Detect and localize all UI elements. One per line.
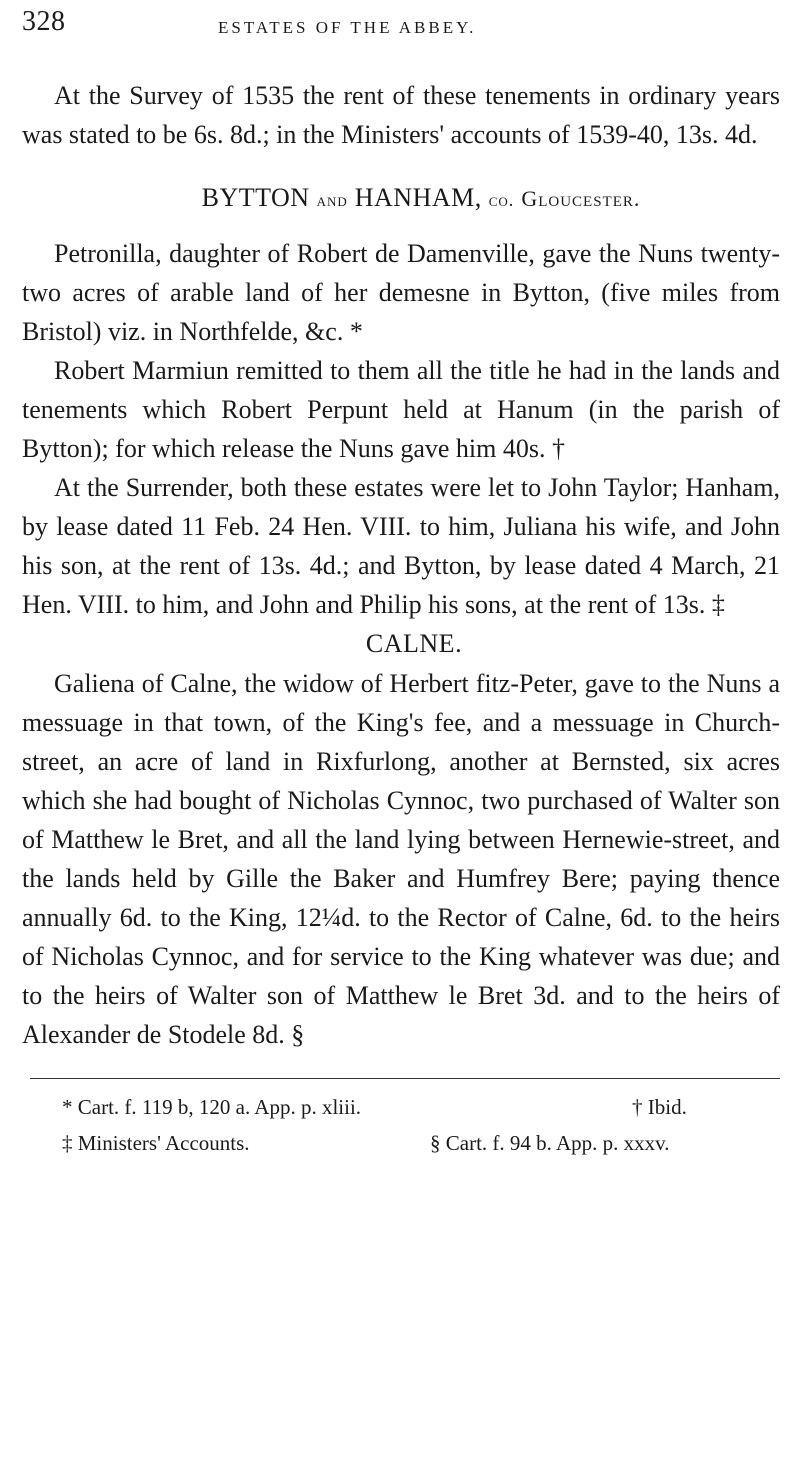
footnotes: [22, 1089, 780, 1161]
footnote-section: § Cart. f. 94 b. App. p. xxxv.: [430, 1131, 670, 1155]
paragraph-marmiun: Robert Marmiun remitted to them all the title he had in the lands and tenements which Robert Perpunt held at Hanum (in the parish of Bytton); for which release the Nuns gave him 40s. †: [22, 356, 780, 463]
paragraph-petronilla: Petronilla, daughter of Robert de Damenville, gave the Nuns twenty-two acres of arable land of her demesne in Bytton, (five miles from Bristol) viz. in Northfelde, &c. *: [22, 239, 780, 346]
footnote-row-2: [22, 1125, 780, 1161]
book-page: [22, 0, 780, 1161]
section-heading-calne: CALNE.: [365, 629, 463, 658]
paragraph-surrender: At the Surrender, both these estates were let to John Taylor; Hanham, by lease dated 11 Feb. 24 Hen. VIII. to him, Juliana his wife, and John his son, at the rent of 13s. 4d.; and Bytton, by lease dated 4 March, 21 Hen. VIII. to him, and John and Philip his sons, at the rent of 13s. ‡: [22, 473, 780, 619]
footnote-star: * Cart. f. 119 b, 120 a. App. p. xliii.: [62, 1095, 362, 1119]
heading-bytton-main: BYTTON: [201, 183, 310, 212]
heading-bytton-and: and: [316, 190, 348, 210]
heading-bytton-place: HANHAM,: [354, 183, 482, 212]
heading-bytton-co: co.: [488, 190, 515, 210]
heading-bytton-county: Gloucester.: [521, 186, 641, 211]
running-head: [22, 0, 780, 50]
survey-paragraph: At the Survey of 1535 the rent of these tenements in ordinary years was stated to be 6s. 8d.; in the Ministers' accounts of 1539-40, 13s. 4d.: [22, 81, 780, 149]
footnote-double-dagger: ‡ Ministers' Accounts.: [62, 1131, 250, 1155]
section-heading-bytton: [22, 178, 780, 220]
paragraph-galiena: Galiena of Calne, the widow of Herbert fitz-Peter, gave to the Nuns a messuage in that town, of the King's fee, and a messuage in Church-street, an acre of land in Rixfurlong, another at Bernsted, six acres which she had bought of Nicholas Cynnoc, two purchased of Walter son of Matthew le Bret, and all the land lying between Hernewie-street, and the lands held by Gille the Baker and Humfrey Bere; paying thence annually 6d. to the King, 12¼d. to the Rector of Calne, 6d. to the heirs of Nicholas Cynnoc, and for service to the King whatever was due; and to the heirs of Walter son of Matthew le Bret 3d. and to the heirs of Alexander de Stodele 8d. §: [22, 669, 780, 1049]
page-number: 328: [22, 6, 66, 37]
footnote-row-1: [22, 1089, 780, 1125]
running-title: ESTATES OF THE ABBEY.: [218, 18, 477, 37]
footnote-rule: [30, 1078, 780, 1079]
footnote-dagger: † Ibid.: [632, 1095, 687, 1119]
